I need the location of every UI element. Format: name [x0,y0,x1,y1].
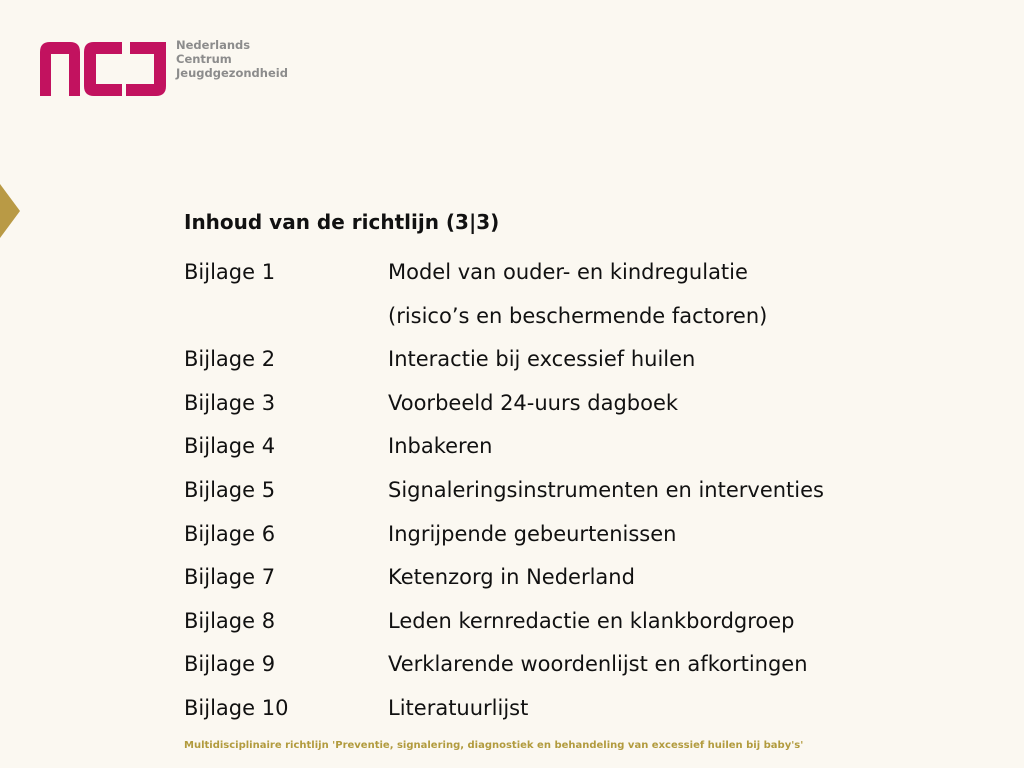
appendix-label: Bijlage 2 [184,347,276,372]
appendix-label: Bijlage 8 [184,608,276,633]
list-item [184,692,884,736]
appendix-title: Voorbeeld 24-uurs dagboek [388,390,679,415]
list-item [184,387,884,431]
list-item [184,605,884,649]
appendix-title: (risico’s en beschermende factoren) [388,303,768,328]
appendix-label: Bijlage 5 [184,477,276,502]
chevron-right-icon [0,184,20,238]
list-item [184,561,884,605]
logo-line-3: Jeugdgezondheid [176,66,288,80]
appendix-label: Bijlage 4 [184,434,276,459]
appendix-title: Leden kernredactie en klankbordgroep [388,608,795,633]
logo-wordmark [176,38,288,80]
appendix-label: Bijlage 9 [184,652,276,677]
appendix-list [184,256,884,736]
appendix-label: Bijlage 7 [184,565,276,590]
appendix-title: Interactie bij excessief huilen [388,347,696,372]
ncj-logo [40,38,300,98]
appendix-label: Bijlage 10 [184,695,289,720]
appendix-label: Bijlage 1 [184,260,276,284]
appendix-label: Bijlage 6 [184,521,276,546]
appendix-title: Inbakeren [388,434,493,459]
appendix-title: Verklarende woordenlijst en afkortingen [388,652,808,677]
ncj-logo-mark [40,40,168,98]
appendix-title: Model van ouder- en kindregulatie [388,260,748,284]
list-item [184,343,884,387]
list-item [184,300,884,344]
slide-title: Inhoud van de richtlijn (3|3) [184,210,500,234]
list-item [184,256,884,300]
appendix-title: Ingrijpende gebeurtenissen [388,521,677,546]
appendix-title: Literatuurlijst [388,695,529,720]
appendix-label: Bijlage 3 [184,390,276,415]
list-item [184,648,884,692]
list-item [184,518,884,562]
logo-line-1: Nederlands [176,38,251,52]
list-item [184,430,884,474]
appendix-title: Ketenzorg in Nederland [388,565,635,590]
appendix-title: Signaleringsinstrumenten en interventies [388,477,824,502]
logo-line-2: Centrum [176,52,232,66]
list-item [184,474,884,518]
footer-text: Multidisciplinaire richtlijn 'Preventie, signalering, diagnostiek en behandeling van excessief huilen bij baby's' [184,740,804,751]
